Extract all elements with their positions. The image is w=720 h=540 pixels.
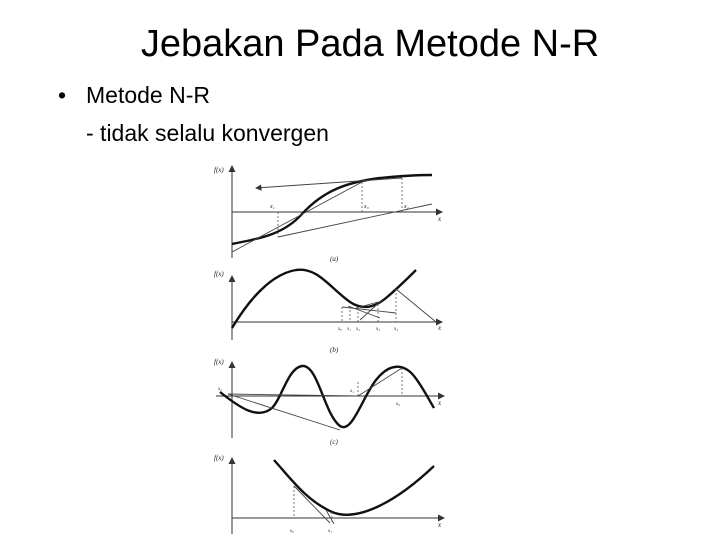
panel-b-point-label-x2: x₂ — [356, 327, 360, 332]
newton-raphson-figure — [200, 158, 472, 540]
panel-b-tangent-1 — [396, 289, 436, 322]
panel-b-point-label-x0: x₀ — [338, 327, 342, 332]
panel-c-curve — [220, 366, 434, 427]
panel-d-x-label: x — [438, 521, 442, 529]
bullet-item — [58, 78, 210, 112]
panel-b — [214, 270, 442, 354]
panel-d — [214, 454, 444, 534]
bullet-text: Metode N-R — [86, 82, 210, 108]
panel-c-point-label-x2: x₂ — [218, 387, 222, 392]
panel-b-tangent-5 — [360, 300, 382, 320]
panel-c-y-label: f(x) — [214, 358, 224, 366]
panel-c-caption: (c) — [330, 438, 338, 446]
panel-a-caption: (a) — [330, 255, 339, 263]
panel-a-tangent-2 — [232, 182, 362, 252]
panel-c-point-label-x0: x₀ — [396, 402, 400, 407]
panel-c-point-label-x1: x₁ — [350, 389, 354, 394]
panel-a-x-label: x — [438, 215, 442, 223]
panel-b-caption: (b) — [330, 346, 339, 354]
panel-a-curve — [232, 175, 432, 244]
panel-b-curve — [232, 270, 416, 328]
panel-a-point-label-x2: x₂ — [404, 204, 409, 210]
panel-a-point-label-x1: x₁ — [270, 204, 275, 210]
panel-c — [214, 358, 444, 446]
panel-a — [214, 166, 442, 263]
panel-c-x-label: x — [438, 399, 442, 407]
panel-d-curve — [274, 460, 434, 515]
panel-d-y-label: f(x) — [214, 454, 224, 462]
panel-d-tangent-1 — [294, 486, 330, 523]
panel-c-tangent-1 — [358, 368, 402, 396]
panel-d-point-label-x1: x₁ — [328, 529, 332, 534]
panel-a-tangent-3 — [278, 204, 432, 237]
panel-a-y-label: f(x) — [214, 166, 224, 174]
panel-b-x-label: x — [438, 324, 442, 332]
panel-d-point-label-x0: x₀ — [290, 529, 294, 534]
panel-b-point-label-x4: x₄ — [394, 327, 398, 332]
bullet-dot: • — [58, 82, 67, 108]
slide-title: Jebakan Pada Metode N-R — [140, 23, 600, 65]
figure-svg — [200, 158, 472, 540]
sub-bullet-text: - tidak selalu konvergen — [86, 120, 329, 146]
panel-b-y-label: f(x) — [214, 270, 224, 278]
panel-a-tangent-1 — [256, 178, 402, 188]
panel-a-point-label-x0: x₀ — [364, 204, 369, 210]
panel-b-point-label-x3: x₃ — [376, 327, 380, 332]
panel-b-point-label-x1: x₁ — [347, 327, 351, 332]
